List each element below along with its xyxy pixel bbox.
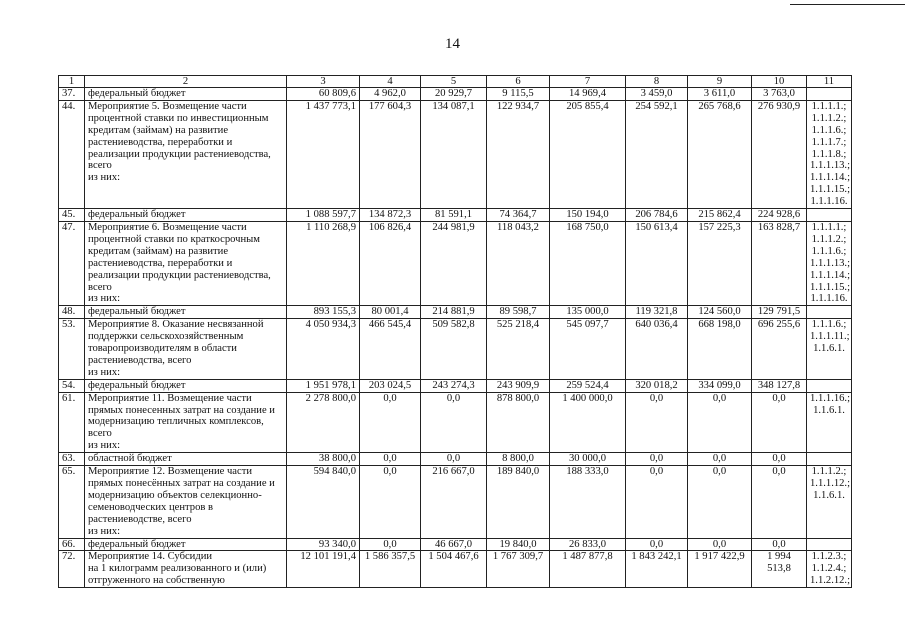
description-line: Мероприятие 12. Возмещение части [88,466,253,478]
value-cell: 14 969,4 [550,88,626,101]
indicator-code: 1.1.2.12.; [810,575,851,587]
value-cell: 188 333,0 [550,466,626,538]
column-header: 1 [59,76,85,88]
indicator-code: 1.1.1.8.; [811,148,847,160]
top-rule [790,4,905,5]
description-line: процентной ставки по инвестиционным [88,112,269,124]
value-cell: 1 951 978,1 [287,379,360,392]
table-row [59,100,852,208]
description-line: федеральный бюджет [88,88,186,99]
column-header: 4 [360,76,421,88]
indicator-code: 1.1.1.11.; [810,331,850,343]
value-cell: 509 582,8 [421,319,487,380]
value-cell: 0,0 [752,392,807,453]
row-number: 61. [59,392,85,453]
table-row [59,453,852,466]
value-cell: 81 591,1 [421,209,487,222]
value-cell: 205 855,4 [550,100,626,208]
value-cell: 696 255,6 [752,319,807,380]
value-cell: 1 586 357,5 [360,551,421,588]
table-row [59,319,852,380]
indicator-code: 1.1.1.13.; [810,257,851,269]
header-row [59,76,852,88]
value-cell: 334 099,0 [688,379,752,392]
row-number: 44. [59,100,85,208]
value-cell: 0,0 [360,466,421,538]
row-description [85,209,287,222]
indicator-code: 1.1.1.2.; [811,233,847,245]
value-cell: 1 843 242,1 [626,551,688,588]
indicator-code: 1.1.2.3.; [811,551,847,563]
indicator-code: 1.1.1.16. [810,293,848,305]
indicator-codes [807,88,852,101]
value-cell: 3 459,0 [626,88,688,101]
indicator-code: 1.1.1.14.; [810,269,851,281]
value-cell: 878 800,0 [487,392,550,453]
row-description [85,100,287,208]
value-cell: 134 087,1 [421,100,487,208]
column-header: 6 [487,76,550,88]
table-row [59,221,852,305]
indicator-codes [807,319,852,380]
description-line: областной бюджет [88,453,172,465]
table-row [59,551,852,588]
value-cell: 30 000,0 [550,453,626,466]
value-cell: 122 934,7 [487,100,550,208]
value-cell: 525 218,4 [487,319,550,380]
indicator-code: 1.1.6.1. [813,404,845,416]
value-cell: 1 400 000,0 [550,392,626,453]
value-cell: 26 833,0 [550,538,626,551]
value-cell: 163 828,7 [752,221,807,305]
table-row [59,88,852,101]
value-cell: 216 667,0 [421,466,487,538]
value-cell: 0,0 [421,392,487,453]
description-line: федеральный бюджет [88,538,186,550]
table-row [59,466,852,538]
value-cell: 0,0 [688,453,752,466]
value-cell: 0,0 [626,392,688,453]
value-cell: 119 321,8 [626,306,688,319]
table-body [59,76,852,588]
description-line: Мероприятие 14. Субсидии [88,551,213,563]
description-line: семеноводческих центров в [88,501,214,513]
value-cell: 0,0 [421,453,487,466]
column-header: 2 [85,76,287,88]
description-line: прямых понесенных затрат на создание и [88,404,275,416]
table-row [59,379,852,392]
description-line: растениеводстве, всего [88,513,192,525]
column-header: 9 [688,76,752,88]
description-line: из них: [88,366,121,378]
row-number: 45. [59,209,85,222]
value-cell: 4 050 934,3 [287,319,360,380]
value-cell: 150 613,4 [626,221,688,305]
row-description [85,392,287,453]
value-cell: 0,0 [626,466,688,538]
description-line: всего [88,428,112,440]
description-line: Мероприятие 6. Возмещение части [88,221,247,233]
indicator-code: 1.1.1.7.; [811,136,847,148]
column-header: 3 [287,76,360,88]
indicator-code: 1.1.1.13.; [810,160,851,172]
value-cell: 0,0 [752,538,807,551]
description-line: Мероприятие 8. Оказание несвязанной [88,319,264,331]
row-number: 53. [59,319,85,380]
table-row [59,209,852,222]
description-line: процентной ставки по краткосрочным [88,233,260,245]
row-description [85,88,287,101]
indicator-codes [807,306,852,319]
indicator-code: 1.1.1.14.; [810,172,851,184]
value-cell: 80 001,4 [360,306,421,319]
value-cell: 20 929,7 [421,88,487,101]
value-cell: 1 487 877,8 [550,551,626,588]
row-number: 72. [59,551,85,588]
value-cell: 3 763,0 [752,88,807,101]
indicator-code: 1.1.6.1. [813,489,845,501]
value-cell: 0,0 [626,453,688,466]
indicator-code: 1.1.1.16.; [810,392,851,404]
value-cell: 3 611,0 [688,88,752,101]
value-cell: 1 917 422,9 [688,551,752,588]
table-row [59,538,852,551]
indicator-codes [807,379,852,392]
value-cell: 244 981,9 [421,221,487,305]
value-cell: 0,0 [360,453,421,466]
value-cell: 9 115,5 [487,88,550,101]
description-line: модернизацию объектов селекционно- [88,489,262,501]
row-description [85,551,287,588]
indicator-codes [807,538,852,551]
indicator-codes [807,209,852,222]
row-number: 54. [59,379,85,392]
value-cell: 243 909,9 [487,379,550,392]
description-line: растениеводства, всего [88,354,192,366]
value-cell: 545 097,7 [550,319,626,380]
value-cell: 320 018,2 [626,379,688,392]
indicator-code: 1.1.6.1. [813,343,845,355]
description-line: всего [88,160,112,172]
row-number: 66. [59,538,85,551]
value-cell: 129 791,5 [752,306,807,319]
value-cell: 259 524,4 [550,379,626,392]
value-cell: 4 962,0 [360,88,421,101]
value-cell: 668 198,0 [688,319,752,380]
description-line: модернизацию тепличных комплексов, [88,416,264,428]
row-description [85,221,287,305]
description-line: из них: [88,172,121,184]
value-cell: 254 592,1 [626,100,688,208]
value-cell: 60 809,6 [287,88,360,101]
row-description [85,466,287,538]
indicator-code: 1.1.1.2.; [811,466,847,478]
value-cell: 214 881,9 [421,306,487,319]
indicator-code: 1.1.2.4.; [811,563,847,575]
value-cell: 203 024,5 [360,379,421,392]
description-line: на 1 килограмм реализованного и (или) [88,563,267,575]
value-cell: 168 750,0 [550,221,626,305]
indicator-code: 1.1.1.15.; [810,281,851,293]
value-cell: 243 274,3 [421,379,487,392]
value-cell: 0,0 [360,538,421,551]
description-line: Мероприятие 11. Возмещение части [88,392,252,404]
row-number: 48. [59,306,85,319]
value-cell: 1 504 467,6 [421,551,487,588]
description-line: прямых понесённых затрат на создание и [88,478,275,489]
value-cell: 8 800,0 [487,453,550,466]
description-line: федеральный бюджет [88,306,186,318]
description-line: всего [88,281,112,293]
description-line: растениеводства, переработки и [88,136,233,148]
value-cell: 19 840,0 [487,538,550,551]
value-cell: 46 667,0 [421,538,487,551]
description-line: федеральный бюджет [88,209,186,221]
indicator-code: 1.1.1.6.; [811,124,847,136]
value-cell: 2 278 800,0 [287,392,360,453]
row-number: 37. [59,88,85,101]
indicator-codes [807,466,852,538]
indicator-code: 1.1.1.6.; [811,245,847,257]
column-header: 5 [421,76,487,88]
value-cell: 276 930,9 [752,100,807,208]
indicator-code: 1.1.1.16. [810,196,848,208]
row-description [85,319,287,380]
column-header: 10 [752,76,807,88]
indicator-codes [807,453,852,466]
indicator-code: 1.1.1.2.; [811,112,847,124]
value-cell: 0,0 [752,453,807,466]
value-cell: 466 545,4 [360,319,421,380]
value-cell: 106 826,4 [360,221,421,305]
value-cell: 640 036,4 [626,319,688,380]
value-cell: 0,0 [688,466,752,538]
value-cell: 118 043,2 [487,221,550,305]
value-cell: 348 127,8 [752,379,807,392]
value-cell: 135 000,0 [550,306,626,319]
page-number: 14 [445,36,460,52]
value-cell: 1 088 597,7 [287,209,360,222]
budget-table [58,75,852,588]
value-cell: 1 994 513,8 [752,551,807,588]
value-cell: 1 767 309,7 [487,551,550,588]
value-cell: 134 872,3 [360,209,421,222]
description-line: кредитам (займам) на развитие [88,245,229,257]
row-description [85,538,287,551]
value-cell: 38 800,0 [287,453,360,466]
indicator-codes [807,392,852,453]
row-description [85,453,287,466]
description-line: отгруженного на собственную [88,575,225,587]
value-cell: 893 155,3 [287,306,360,319]
indicator-code: 1.1.1.6.; [811,319,847,331]
indicator-codes [807,221,852,305]
indicator-code: 1.1.1.15.; [810,184,851,196]
description-line: товаропроизводителям в области [88,343,237,355]
column-header: 11 [807,76,852,88]
row-description [85,306,287,319]
description-line: Мероприятие 5. Возмещение части [88,100,247,112]
description-line: из них: [88,525,121,537]
value-cell: 594 840,0 [287,466,360,538]
value-cell: 206 784,6 [626,209,688,222]
value-cell: 93 340,0 [287,538,360,551]
indicator-code: 1.1.1.1.; [811,100,847,112]
value-cell: 74 364,7 [487,209,550,222]
value-cell: 0,0 [752,466,807,538]
description-line: реализации продукции растениеводства, [88,269,271,281]
description-line: из них: [88,293,121,305]
value-cell: 0,0 [688,392,752,453]
row-description [85,379,287,392]
description-line: федеральный бюджет [88,379,186,391]
value-cell: 1 110 268,9 [287,221,360,305]
description-line: из них: [88,440,121,452]
row-number: 65. [59,466,85,538]
value-cell: 12 101 191,4 [287,551,360,588]
value-cell: 0,0 [360,392,421,453]
value-cell: 224 928,6 [752,209,807,222]
column-header: 8 [626,76,688,88]
value-cell: 1 437 773,1 [287,100,360,208]
value-cell: 189 840,0 [487,466,550,538]
description-line: кредитам (займам) на развитие [88,124,229,136]
indicator-code: 1.1.1.1.; [811,221,847,233]
indicator-codes [807,551,852,588]
column-header: 7 [550,76,626,88]
row-number: 47. [59,221,85,305]
value-cell: 124 560,0 [688,306,752,319]
description-line: растениеводства, переработки и [88,257,233,269]
description-line: поддержки сельскохозяйственным [88,331,244,343]
value-cell: 177 604,3 [360,100,421,208]
value-cell: 0,0 [688,538,752,551]
table-row [59,392,852,453]
value-cell: 89 598,7 [487,306,550,319]
value-cell: 0,0 [626,538,688,551]
value-cell: 215 862,4 [688,209,752,222]
value-cell: 157 225,3 [688,221,752,305]
row-number: 63. [59,453,85,466]
indicator-codes [807,100,852,208]
indicator-code: 1.1.1.12.; [810,478,851,489]
value-cell: 150 194,0 [550,209,626,222]
value-cell: 265 768,6 [688,100,752,208]
table-row [59,306,852,319]
description-line: реализации продукции растениеводства, [88,148,271,160]
